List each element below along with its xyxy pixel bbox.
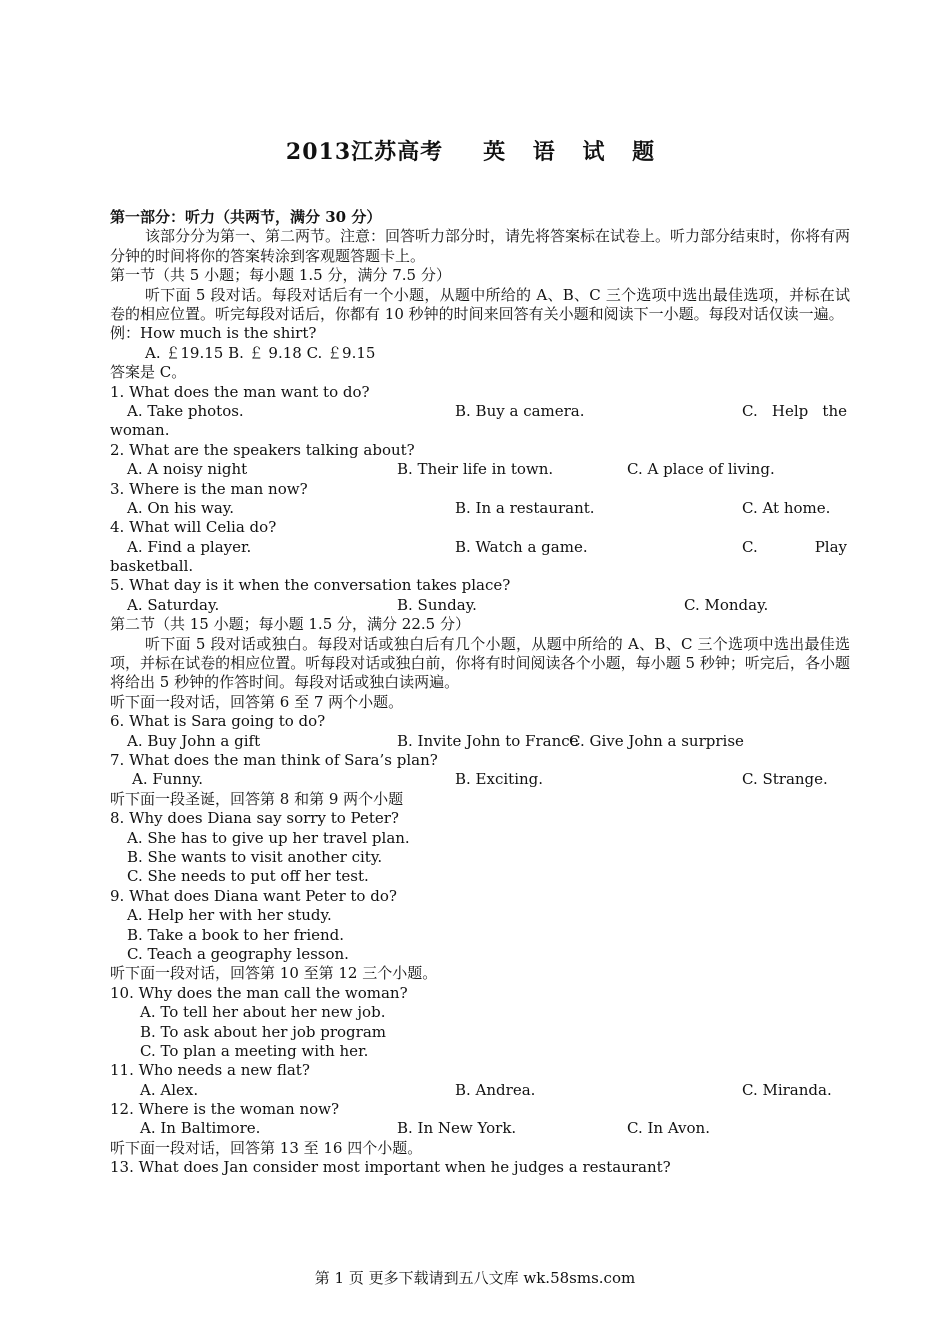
section2-heading: 第二节（共 15 小题；每小题 1.5 分，满分 22.5 分）: [110, 615, 470, 634]
question-stem: 11. Who needs a new flat?: [110, 1061, 310, 1080]
question-stem: 8. Why does Diana say sorry to Peter?: [110, 809, 399, 828]
option-c: C. A place of living.: [627, 460, 775, 479]
option-row: [110, 770, 850, 789]
group-note: 听下面一段对话，回答第 6 至 7 两个小题。: [110, 692, 404, 711]
option-row: [110, 1081, 850, 1100]
title-subject: 英 语 试 题: [483, 139, 665, 165]
option-b: B. Watch a game.: [455, 537, 588, 556]
option-a: A. Alex.: [140, 1080, 199, 1099]
option-b: B. She wants to visit another city.: [127, 848, 383, 866]
option-c: [742, 402, 850, 421]
option-c-word1: Help: [771, 401, 809, 420]
option-c-continuation: basketball.: [110, 557, 194, 576]
option-c-letter: C.: [742, 401, 758, 420]
option-a: A. Funny.: [132, 770, 204, 789]
question-stem: 1. What does the man want to do?: [110, 382, 370, 401]
option-b: B. Buy a camera.: [455, 401, 585, 420]
option-c: C. At home.: [742, 498, 831, 517]
option-c: C. To plan a meeting with her.: [140, 1041, 369, 1060]
example-answer: 答案是 C。: [110, 363, 187, 382]
question-stem: 13. What does Jan consider most important when he judges a restaurant?: [110, 1158, 671, 1177]
option-c: C. Monday.: [684, 595, 769, 614]
group-note: 听下面一段圣诞，回答第 8 和第 9 两个小题: [110, 789, 404, 808]
option-row: [110, 402, 850, 421]
title-main: 2013江苏高考: [285, 139, 444, 165]
part1-intro: 该部分分为第一、第二两节。注意：回答听力部分时，请先将答案标在试卷上。听力部分结束时，你将有两分钟的时间将你的答案转涂到客观题答题卡上。: [110, 227, 851, 265]
group-note: 听下面一段对话，回答第 10 至第 12 三个小题。: [110, 964, 438, 983]
option-row: [110, 596, 850, 615]
group-note: 听下面一段对话，回答第 13 至 16 四个小题。: [110, 1138, 423, 1157]
question-stem: 5. What day is it when the conversation takes place?: [110, 576, 511, 595]
section2-instructions: 听下面 5 段对话或独白。每段对话或独白后有几个小题，从题中所给的 A、B、C 三个选项中选出最佳选项，并标在试卷的相应位置。听每段对话或独白前，你将有时间阅读各个小题，每小题 5 秒钟；听完后，各小题将给出 5 秒钟的作答时间。每段对话或独白读两遍。: [110, 634, 850, 692]
option-c-word2: the: [822, 401, 847, 420]
option-row: [110, 499, 850, 518]
option-row: [110, 460, 850, 479]
option-a: A. To tell her about her new job.: [140, 1003, 386, 1022]
option-a: A. Take photos.: [127, 401, 244, 420]
part1-heading: 第一部分：听力（共两节，满分 30 分）: [110, 208, 382, 226]
option-row: [110, 538, 850, 557]
option-c: C. She needs to put off her test.: [127, 867, 369, 886]
option-row: [110, 1119, 850, 1138]
page-footer: 第 1 页 更多下载请到五八文库 wk.58sms.com: [314, 1269, 636, 1287]
option-b: B. In a restaurant.: [455, 498, 595, 517]
question-stem: 7. What does the man think of Sara’s plan?: [110, 751, 438, 770]
section1-instructions: 听下面 5 段对话。每段对话后有一个小题，从题中所给的 A、B、C 三个选项中选出最佳选项，并标在试卷的相应位置。听完每段对话后，你都有 10 秒钟的时间来回答有关小题和阅读下一小题。每段对话仅读一遍。: [110, 285, 850, 323]
question-stem: 4. What will Celia do?: [110, 518, 277, 537]
option-b: B. Andrea.: [455, 1080, 536, 1099]
question-stem: 10. Why does the man call the woman?: [110, 983, 408, 1002]
option-c-word1: Play: [814, 537, 847, 556]
question-stem: 12. Where is the woman now?: [110, 1100, 340, 1119]
option-a: A. On his way.: [127, 498, 235, 517]
option-c-continuation: woman.: [110, 421, 170, 440]
option-a: A. Help her with her study.: [127, 906, 332, 925]
question-stem: 6. What is Sara going to do?: [110, 712, 326, 731]
option-b: B. Take a book to her friend.: [127, 925, 345, 944]
option-c: C. Miranda.: [742, 1080, 832, 1099]
option-c-letter: C.: [742, 537, 758, 556]
option-b: B. Sunday.: [397, 595, 477, 614]
option-c: [742, 538, 850, 557]
option-c: C. Give John a surprise: [569, 731, 744, 750]
example-options: A. ￡19.15 B. ￡ 9.18 C. ￡9.15: [145, 343, 376, 362]
option-b: B. To ask about her job program: [140, 1022, 386, 1041]
page-title: [0, 135, 950, 166]
option-a: A. She has to give up her travel plan.: [127, 828, 410, 847]
question-stem: 9. What does Diana want Peter to do?: [110, 886, 397, 905]
option-c: C. Teach a geography lesson.: [127, 944, 349, 963]
section1-heading: 第一节（共 5 小题；每小题 1.5 分，满分 7.5 分）: [110, 266, 451, 285]
option-a: A. A noisy night: [127, 460, 248, 479]
example-question: 例：How much is the shirt?: [110, 324, 317, 343]
option-c: C. In Avon.: [627, 1119, 710, 1138]
option-b: B. Their life in town.: [397, 460, 554, 479]
option-row: [110, 732, 850, 751]
option-a: A. Find a player.: [127, 537, 252, 556]
option-b: B. Invite John to France: [397, 731, 579, 750]
option-a: A. Buy John a gift: [127, 731, 261, 750]
option-b: B. Exciting.: [455, 770, 544, 789]
option-a: A. Saturday.: [127, 595, 220, 614]
document-body: [110, 208, 850, 1178]
option-c: C. Strange.: [742, 770, 828, 789]
option-a: A. In Baltimore.: [140, 1119, 261, 1138]
option-b: B. In New York.: [397, 1119, 517, 1138]
question-stem: 3. Where is the man now?: [110, 479, 308, 498]
question-stem: 2. What are the speakers talking about?: [110, 440, 415, 459]
